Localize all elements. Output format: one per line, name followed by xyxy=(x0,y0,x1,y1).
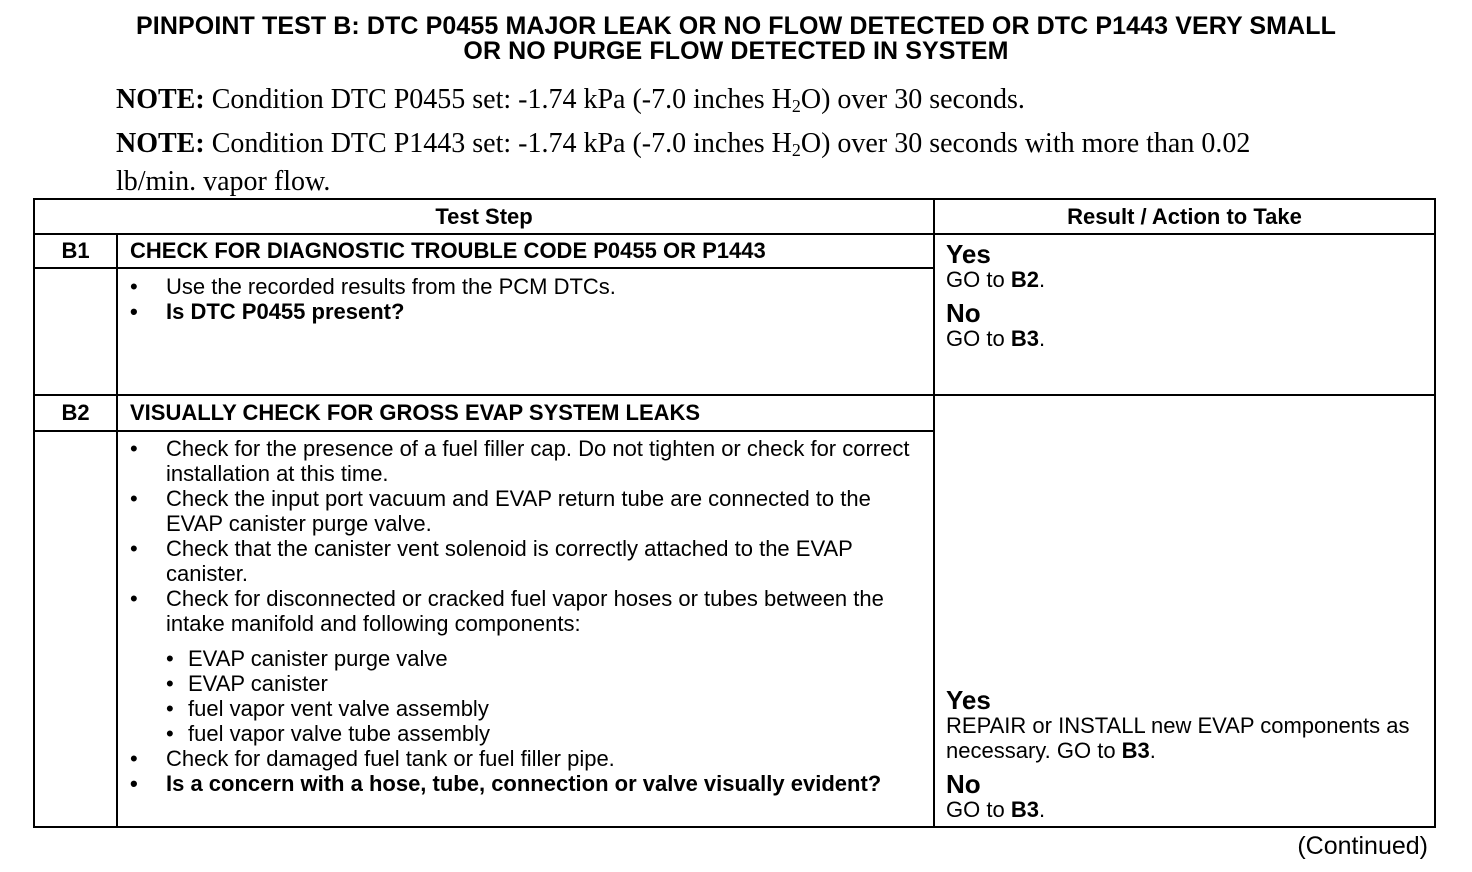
header-result-action: Result / Action to Take xyxy=(934,199,1435,234)
sub-list-item: • fuel vapor valve tube assembly xyxy=(166,721,933,746)
note-text: Condition DTC P1443 set: -1.74 kPa (-7.0 inches H xyxy=(211,128,792,159)
sub-list-item: • fuel vapor vent valve assembly xyxy=(166,696,933,721)
step-b1-heading-row xyxy=(34,234,1435,268)
note-p1443 xyxy=(116,128,1296,198)
list-item: • Use the recorded results from the PCM DTCs. xyxy=(118,274,933,299)
pinpoint-test-table xyxy=(33,198,1436,828)
list-item-question: • Is a concern with a hose, tube, connection or valve visually evident? xyxy=(118,771,933,796)
title-line-1: PINPOINT TEST B: DTC P0455 MAJOR LEAK OR NO FLOW DETECTED OR DTC P1443 VERY SMALL xyxy=(136,12,1336,40)
list-item-components xyxy=(118,586,933,746)
header-test-step: Test Step xyxy=(34,199,934,234)
list-item: • Check for the presence of a fuel filler cap. Do not tighten or check for correct installation at this time. xyxy=(118,436,933,486)
go-target-link[interactable]: B2 xyxy=(1010,267,1039,292)
step-heading: CHECK FOR DIAGNOSTIC TROUBLE CODE P0455 OR P1443 xyxy=(117,234,934,268)
step-b1-result xyxy=(934,234,1435,395)
note-text: Condition DTC P0455 set: -1.74 kPa (-7.0 inches H xyxy=(211,84,792,115)
no-label: No xyxy=(946,769,981,799)
step-b2-body xyxy=(117,431,934,827)
note-p0455 xyxy=(116,84,1316,122)
list-item-text: Check for disconnected or cracked fuel vapor hoses or tubes between the intake manifold and following components: xyxy=(166,586,884,636)
note-subscript: 2 xyxy=(791,96,801,116)
note-text-end: O) over 30 seconds with more than 0.02 lb/min. vapor flow. xyxy=(116,128,1251,197)
component-sub-list xyxy=(166,646,933,746)
note-text-end: O) over 30 seconds. xyxy=(800,84,1025,115)
go-target-link[interactable]: B3 xyxy=(1121,738,1150,763)
sub-list-item: • EVAP canister purge valve xyxy=(166,646,933,671)
go-text: GO to xyxy=(946,326,1011,351)
step-id: B1 xyxy=(34,234,117,268)
step-id-spacer xyxy=(34,268,117,395)
step-id: B2 xyxy=(34,395,117,431)
list-item: • Check for damaged fuel tank or fuel filler pipe. xyxy=(118,746,933,771)
go-text: GO to xyxy=(946,797,1011,822)
note-label: NOTE: xyxy=(116,128,205,159)
table-header-row xyxy=(34,199,1435,234)
period: . xyxy=(1038,326,1046,351)
step-b2-result xyxy=(934,395,1435,827)
bullet-list xyxy=(118,436,933,796)
no-label: No xyxy=(946,298,981,328)
action-text: REPAIR or INSTALL new EVAP components as necessary. GO to xyxy=(946,713,1410,763)
continued-label: (Continued) xyxy=(1297,832,1428,860)
result-yes xyxy=(946,687,1434,763)
step-b1-body xyxy=(117,268,934,395)
title-line-2: OR NO PURGE FLOW DETECTED IN SYSTEM xyxy=(463,37,1009,65)
result-no xyxy=(946,300,1434,351)
step-id-spacer xyxy=(34,431,117,827)
step-b2-heading-row xyxy=(34,395,1435,431)
go-text: GO to xyxy=(946,267,1011,292)
bullet-list xyxy=(118,274,933,324)
period: . xyxy=(1038,797,1046,822)
list-item: • Check the input port vacuum and EVAP return tube are connected to the EVAP canister purge valve. xyxy=(118,486,933,536)
yes-label: Yes xyxy=(946,239,991,269)
page-title xyxy=(0,14,1472,64)
result-yes xyxy=(946,241,1434,292)
yes-label: Yes xyxy=(946,685,991,715)
result-no xyxy=(946,771,1434,822)
list-item: • Check that the canister vent solenoid is correctly attached to the EVAP canister. xyxy=(118,536,933,586)
go-target-link[interactable]: B3 xyxy=(1010,326,1039,351)
go-target-link[interactable]: B3 xyxy=(1010,797,1039,822)
period: . xyxy=(1038,267,1046,292)
note-label: NOTE: xyxy=(116,84,205,115)
period: . xyxy=(1149,738,1156,763)
note-subscript: 2 xyxy=(791,140,801,160)
step-heading: VISUALLY CHECK FOR GROSS EVAP SYSTEM LEAKS xyxy=(117,395,934,431)
sub-list-item: • EVAP canister xyxy=(166,671,933,696)
list-item-question: • Is DTC P0455 present? xyxy=(118,299,933,324)
